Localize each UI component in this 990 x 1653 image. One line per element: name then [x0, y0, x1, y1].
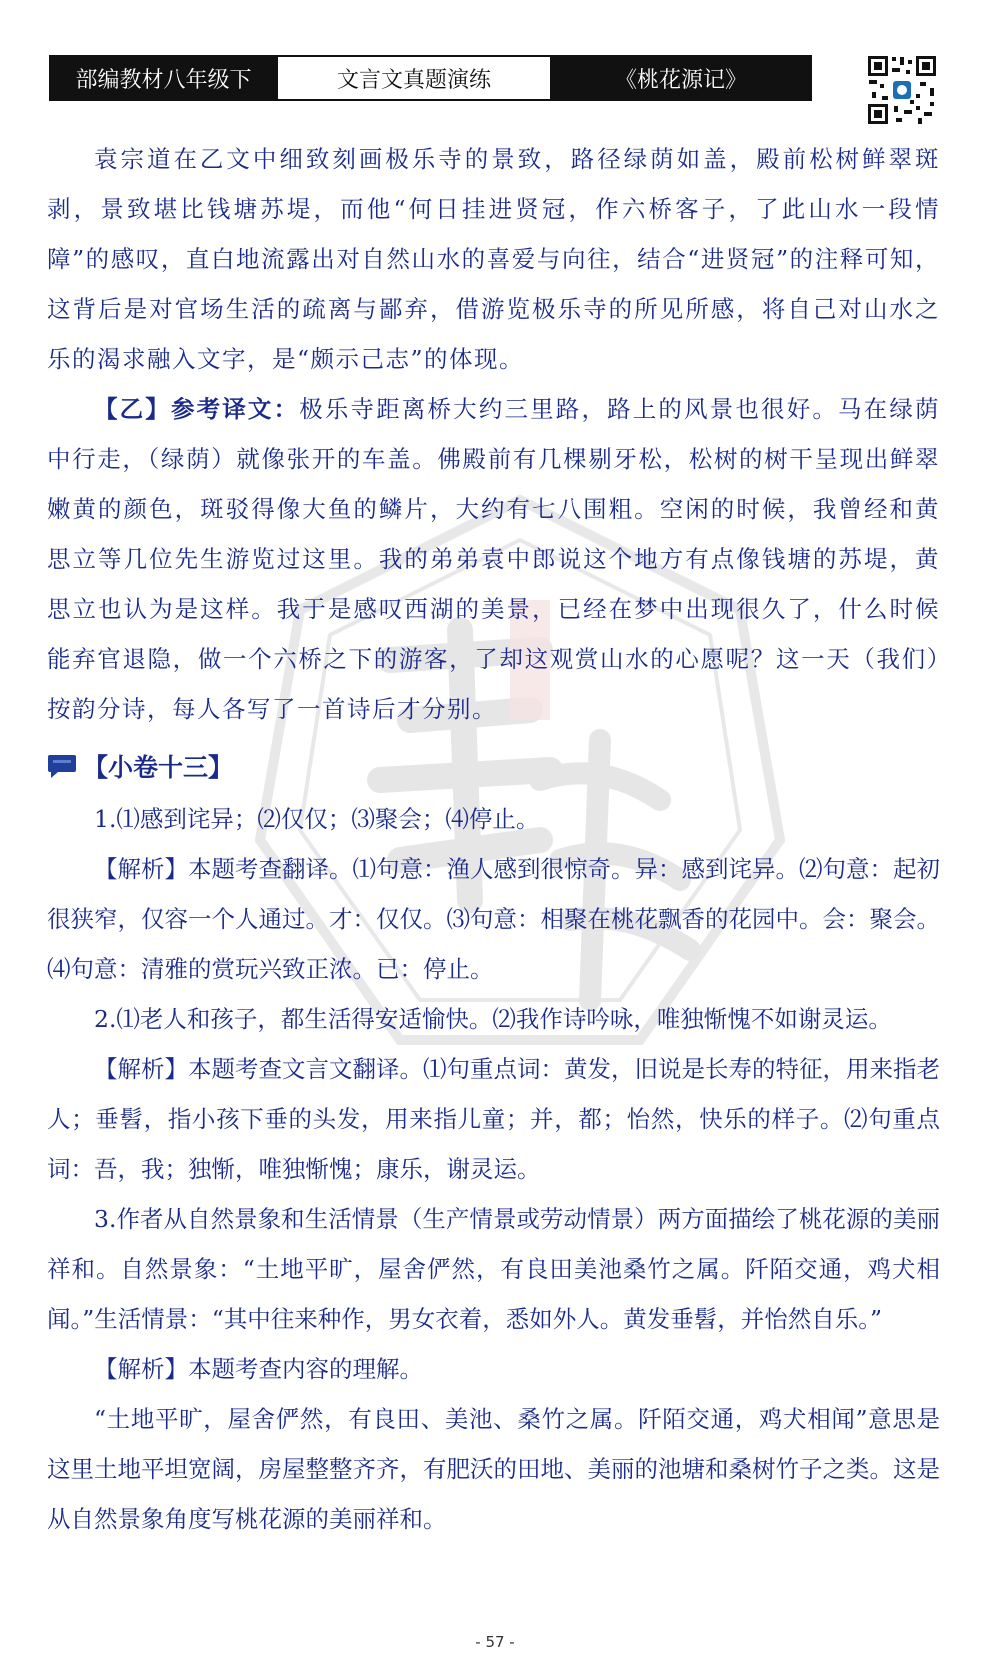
explanation-3-detail: “土地平旷，屋舍俨然，有良田、美池、桑竹之属。阡陌交通，鸡犬相闻”意思是这里土地平坦宽阔，房屋整整齐齐，有肥沃的田地、美丽的池塘和桑树竹子之类。这是从自然景象角度写桃花源的美丽祥和。 — [47, 1405, 940, 1533]
translation-text: 极乐寺距离桥大约三里路，路上的风景也很好。马在绿荫中行走，（绿荫）就像张开的车盖。佛殿前有几棵剔牙松，松树的树干呈现出鲜翠嫩黄的颜色，斑驳得像大鱼的鳞片，大约有七八围粗。空闲的时候，我曾经和黄思立等几位先生游览过这里。我的弟弟袁中郎说这个地方有点像钱塘的苏堤，黄思立也认为是这样。我于是感叹西湖的美景，已经在梦中出现很久了，什么时候能弃官退隐，做一个六桥之下的游客，了却这观赏山水的心愿呢？这一天（我们）按韵分诗，每人各写了一首诗后才分别。 — [47, 395, 940, 723]
section-title: 【小卷十三】 — [83, 753, 234, 782]
answer-3: 3.作者从自然景象和生活情景（生产情景或劳动情景）两方面描绘了桃花源的美丽祥和。自然景象：“土地平旷，屋舍俨然，有良田美池桑竹之属。阡陌交通，鸡犬相闻。”生活情景：“其中往来种作，男女衣着，悉如外人。黄发垂髫，并怡然自乐。” — [47, 1205, 940, 1333]
answer-2: 2.⑴老人和孩子，都生活得安适愉快。⑵我作诗吟咏，唯独惭愧不如谢灵运。 — [94, 1005, 892, 1033]
explanation-2: 【解析】本题考查文言文翻译。⑴句重点词：黄发，旧说是长寿的特征，用来指老人；垂髫，指小孩下垂的头发，用来指儿童；并，都；怡然，快乐的样子。⑵句重点词：吾，我；独惭，唯独惭愧；康乐，谢灵运。 — [47, 1055, 940, 1183]
header-bar — [49, 55, 812, 101]
section-header — [47, 738, 940, 794]
paragraph-translation — [47, 384, 940, 734]
answer-1: 1.⑴感到诧异；⑵仅仅；⑶聚会；⑷停止。 — [94, 805, 540, 833]
header-grade: 部编教材八年级下 — [51, 57, 276, 99]
page-number: - 57 - — [475, 1633, 515, 1651]
page-content — [47, 134, 940, 1544]
translation-label: 【乙】参考译文： — [94, 395, 300, 423]
explanation-3: 【解析】本题考查内容的理解。 — [94, 1355, 423, 1383]
explanation-1: 【解析】本题考查翻译。⑴句意：渔人感到很惊奇。异：感到诧异。⑵句意：起初很狭窄，仅容一个人通过。才：仅仅。⑶句意：相聚在桃花飘香的花园中。会：聚会。⑷句意：清雅的赏玩兴致正浓。已：停止。 — [47, 855, 940, 983]
header-lesson: 《桃花源记》 — [552, 57, 810, 99]
header-topic: 文言文真题演练 — [276, 57, 552, 99]
qr-code-icon — [866, 54, 938, 126]
paragraph-analysis: 袁宗道在乙文中细致刻画极乐寺的景致，路径绿荫如盖，殿前松树鲜翠斑剥，景致堪比钱塘苏堤，而他“何日挂进贤冠，作六桥客子，了此山水一段情障”的感叹，直白地流露出对自然山水的喜爱与向往，结合“进贤冠”的注释可知，这背后是对官场生活的疏离与鄙弃，借游览极乐寺的所见所感，将自己对山水之乐的渴求融入文字，是“颇示己志”的体现。 — [47, 145, 940, 373]
comment-bubble-icon — [47, 753, 77, 779]
